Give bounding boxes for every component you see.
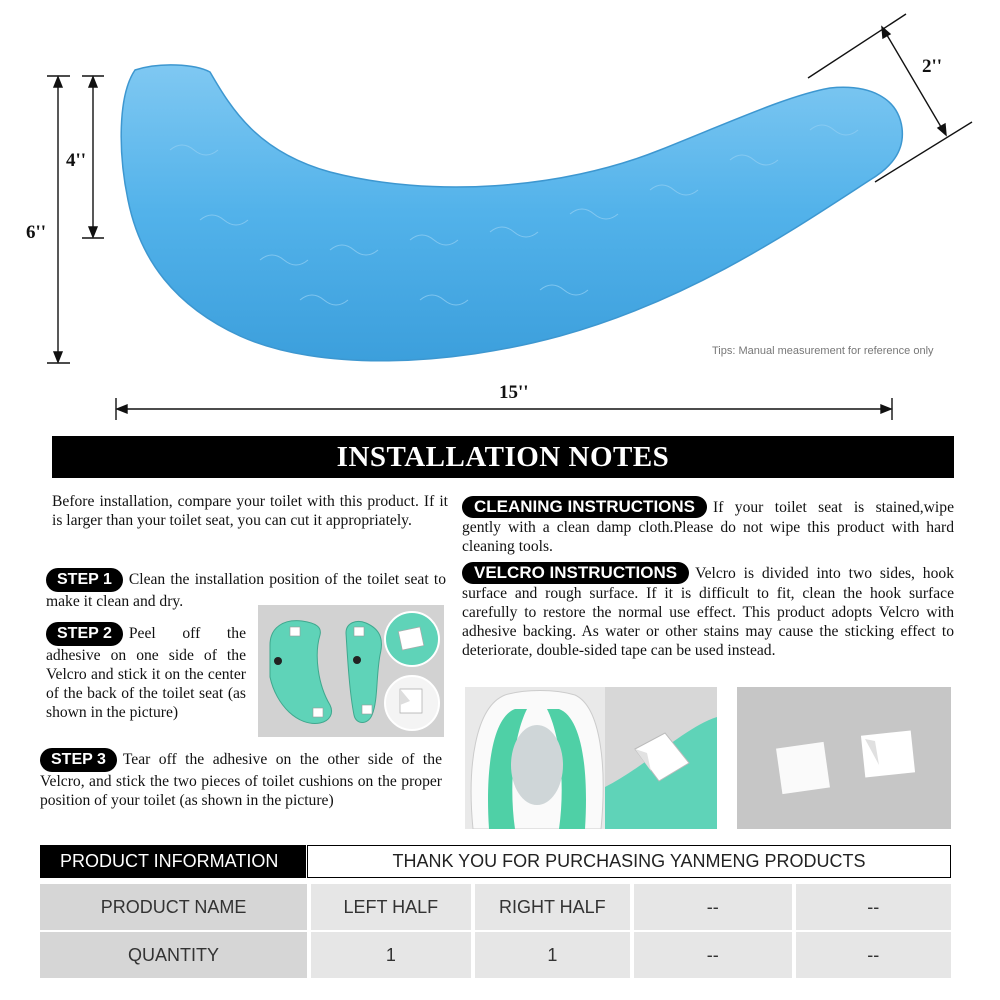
- height-total-label: 6'': [26, 222, 47, 243]
- row-label: QUANTITY: [40, 932, 307, 978]
- table-cell: RIGHT HALF: [475, 884, 630, 930]
- step-3-badge: STEP 3: [40, 748, 117, 772]
- step-2-text: Peel off the adhesive on one side of the Velcro and stick it on the center of the back of the toilet seat (as shown in the picture): [46, 625, 246, 721]
- table-cell: --: [796, 932, 951, 978]
- cleaning-badge: CLEANING INSTRUCTIONS: [462, 496, 707, 518]
- table-cell: 1: [475, 932, 630, 978]
- table-cell: --: [796, 884, 951, 930]
- table-row-product-name: [40, 884, 951, 930]
- step-2: [46, 622, 246, 722]
- cushion-shape: [121, 65, 902, 361]
- intro-text: Before installation, compare your toilet with this product. If it is larger than your toilet seat, you can cut it appropriately.: [52, 493, 448, 529]
- velcro-placement-figure: [258, 605, 444, 737]
- measurement-tip: Tips: Manual measurement for reference only: [712, 345, 934, 357]
- step-1-text: Clean the installation position of the toilet seat to make it clean and dry.: [46, 571, 446, 610]
- product-information-heading: PRODUCT INFORMATION: [40, 845, 306, 878]
- installation-notes-banner: INSTALLATION NOTES: [52, 436, 954, 478]
- table-cell: LEFT HALF: [311, 884, 470, 930]
- table-row-quantity: [40, 932, 951, 978]
- thank-you-message: THANK YOU FOR PURCHASING YANMENG PRODUCTS: [307, 845, 951, 878]
- cushion-diagram: [0, 0, 1000, 430]
- height-inner-label: 4'': [66, 150, 87, 171]
- table-cell: --: [634, 932, 791, 978]
- installed-seat-image: [465, 687, 717, 829]
- row-label: PRODUCT NAME: [40, 884, 307, 930]
- product-information-table: [40, 884, 951, 980]
- cleaning-instructions: [462, 496, 954, 556]
- velcro-instructions: [462, 562, 954, 660]
- step-3: [40, 748, 442, 810]
- product-dimension-illustration: [0, 0, 1000, 430]
- step-1-badge: STEP 1: [46, 568, 123, 592]
- velcro-pieces-image: [737, 687, 951, 829]
- step-2-badge: STEP 2: [46, 622, 123, 646]
- table-cell: --: [634, 884, 791, 930]
- cleaning-text: If your toilet seat is stained,wipe gently with a clean damp cloth.Please do not wipe this product with hard cleaning tools.: [462, 499, 954, 555]
- step-2-figure: [258, 605, 444, 737]
- installed-seat-photo: [465, 687, 717, 829]
- width-end-label: 2'': [922, 56, 943, 77]
- velcro-pieces-photo: [737, 687, 951, 829]
- step-3-text: Tear off the adhesive on the other side of the Velcro, and stick the two pieces of toilet cushions on the proper position of your toilet (as shown in the picture): [40, 751, 442, 809]
- table-cell: 1: [311, 932, 470, 978]
- velcro-badge: VELCRO INSTRUCTIONS: [462, 562, 689, 584]
- dimension-6in: [47, 76, 70, 363]
- velcro-text: Velcro is divided into two sides, hook surface and rough surface. If it is difficult to fit, clean the hook surface carefully to restore the normal use effect. This product adopts Velcro with adhesive backing. As water or other stains may cause the sticking effect to deteriorate, double-sided tape can be used instead.: [462, 565, 954, 659]
- length-label: 15'': [499, 382, 529, 403]
